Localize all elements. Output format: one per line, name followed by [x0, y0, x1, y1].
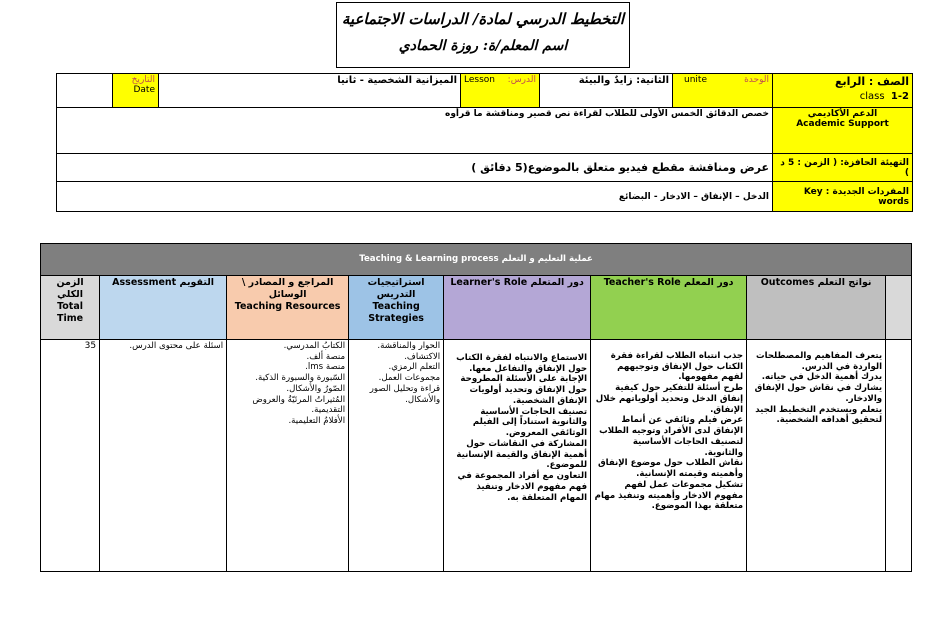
teacher-role-header [591, 276, 747, 340]
unit-label-en: unite [684, 75, 707, 85]
strategies-header [349, 276, 444, 340]
time-header [41, 276, 100, 340]
process-title-cell [41, 244, 912, 276]
process-table [40, 243, 912, 572]
blank-header-cell [886, 276, 912, 340]
outcome-item: يتعرف المفاهيم والمصطلحات الواردة في الدرس. [755, 351, 883, 372]
learner-role-header [444, 276, 591, 340]
learner-role-header-text: دور المتعلم Learner's Role [450, 277, 584, 288]
support-label-ar: الدعم الأكاديمي [807, 109, 878, 119]
strategies-cell [349, 340, 444, 572]
keywords-label-cell [773, 182, 913, 212]
date-label-en: Date [133, 85, 155, 95]
outcome-item: يشارك في نقاش حول الإنفاق والادخار. [754, 383, 883, 404]
outcomes-cell [747, 340, 886, 572]
learner-role-item: المشاركة في النقاشات حول أهمية الإنفاق والقيمة الإنسانية للموضوع. [456, 438, 588, 471]
learner-role-item: الإجابة على الأسئلة المطروحة حول الإنفاق وتحديد أولويات الإنفاق الشخصية. [460, 374, 588, 406]
unit-value-cell [540, 74, 673, 108]
strategy-item: التعلم الرمزي. [388, 362, 441, 373]
teacher-role-item: جذب انتباه الطلاب لقراءة فقرة الكتاب حول الإنفاق وتوجيههم لفهم مفهومها. [610, 351, 744, 383]
grade-cell [773, 74, 913, 108]
outcome-item: يدرك أهمية الدخل في حياته. [761, 372, 883, 383]
class-value: 1-2 [890, 91, 909, 102]
support-value: خصص الدقائق الخمس الأولى للطلاب لقراءة نص قصير ومناقشة ما قرأوه [445, 109, 769, 119]
time-cell [41, 340, 100, 572]
assessment-header [100, 276, 227, 340]
unit-value: الثانية: زايدٌ والبيئة [578, 75, 669, 86]
learner-role-item: التعاون مع أفراد المجموعة في فهم مفهوم الادخار وتنفيذ المهام المتعلقة به. [457, 471, 588, 503]
strategies-header-ar: استراتيجيات التدريس [367, 277, 425, 300]
keywords-label: المفردات الجديدة : Key words [803, 186, 909, 207]
resource-item: منصة ألف. [306, 351, 346, 362]
resource-item: منصة lms. [305, 362, 346, 373]
warmup-label-cell [773, 154, 913, 182]
time-header-en: Total Time [57, 300, 84, 324]
teacher-role-item: عرض فيلم وثائقي عن أنماط الإنفاق لدى الأفراد وتوجيه الطلاب لتصنيف الحاجات الأساسية والثانوية. [599, 415, 744, 458]
keywords-value: الدخل – الإنفاق – الادخار - البضائع [618, 191, 769, 202]
teacher-role-item: نقاش الطلاب حول موضوع الإنفاق وأهميته وقيمته الإنسانية. [597, 458, 744, 480]
teacher-role-header-text: دور المعلم Teacher's Role [603, 277, 734, 288]
warmup-value: عرض ومناقشة مقطع فيديو متعلق بالموضوع(5 دقائق ) [471, 161, 769, 174]
warmup-value-cell [57, 154, 773, 182]
assessment-value: اسئلة على محتوى الدرس. [129, 341, 224, 351]
teacher-role-item: تشكيل مجموعات عمل لفهم مفهوم الادخار وأهميته وتنفيذ مهام متعلقة بهذا الموضوع. [594, 479, 744, 512]
grade-label: الصف : الرابع [834, 75, 909, 88]
resource-item: السّبورة والسبورة الذكية. [255, 373, 346, 384]
plan-title-box [336, 2, 630, 68]
assessment-cell [100, 340, 227, 572]
lesson-label-en: Lesson [464, 75, 495, 85]
resources-header-ar: المراجع و المصادر \ الوسائل [241, 277, 334, 300]
support-value-cell [57, 108, 773, 154]
date-label-ar: التاريخ [131, 75, 155, 85]
resource-item: الكتابُ المدرسي. [283, 341, 346, 351]
outcome-item: يتعلم ويستخدم التخطيط الجيد لتحقيق أهدافه الشخصية. [755, 404, 883, 426]
lesson-label-ar: الدرس: [507, 75, 536, 85]
resource-item: المُثيراتُ المرئيّةُ والعروض التقديمية. [252, 394, 346, 416]
resource-item: الصّورُ والأشكال. [286, 383, 346, 394]
warmup-label: التهيئة الحافزة: ( الزمن : 5 د ) [780, 157, 909, 178]
outcomes-header-text: نواتج التعلم Outcomes [760, 277, 872, 288]
blank-body-cell [886, 340, 912, 572]
resource-item: الأفلامُ التعليمية. [288, 416, 346, 427]
assessment-header-text: التقويم Assessment [112, 277, 215, 288]
strategy-item: الاكتشاف. [404, 351, 441, 362]
unit-label-cell [673, 74, 773, 108]
class-label: class [859, 91, 885, 102]
learner-role-cell [444, 340, 591, 572]
lesson-info-table [56, 73, 913, 212]
strategy-item: الحوار والمناقشة. [377, 341, 441, 351]
learner-role-item: الاستماع والانتباه لفقرة الكتاب حول الإنفاق والتفاعل معها. [456, 353, 588, 374]
teacher-role-item: طرح أسئلة للتفكير حول كيفية إنفاق الدخل وتحديد أولوياتهم خلال الإنفاق. [595, 383, 744, 415]
learner-role-item: تصنيف الحاجات الأساسية والثانوية استناداً إلى الفيلم الوثائقي المعروض. [472, 406, 588, 439]
lesson-value-cell [159, 74, 461, 108]
unit-label-ar: الوحدة [744, 75, 769, 85]
keywords-value-cell [57, 182, 773, 212]
lesson-label-cell [461, 74, 540, 108]
support-label-en: Academic Support [796, 119, 889, 129]
resources-cell [227, 340, 349, 572]
teacher-role-cell [591, 340, 747, 572]
resources-header-en: Teaching Resources [234, 300, 341, 312]
outcomes-header [747, 276, 886, 340]
time-value: 35 [84, 341, 97, 351]
resources-header [227, 276, 349, 340]
strategy-item: مجموعات العمل. [378, 373, 441, 384]
strategy-item: قراءة وتحليل الصور والأشكال. [369, 383, 441, 405]
teacher-name: اسم المعلم/ة: روزة الحمادي [398, 38, 568, 54]
support-label-cell [773, 108, 913, 154]
time-header-ar: الزمن الكلي [56, 277, 84, 300]
strategies-header-en: Teaching Strategies [368, 300, 424, 324]
lesson-value: الميزانية الشخصية - ثانيا [337, 75, 457, 86]
date-value-cell [57, 74, 113, 108]
date-label-cell [113, 74, 159, 108]
process-title: عملية التعليم و التعلم Teaching & Learning process [359, 254, 593, 265]
plan-title: التخطيط الدرسي لمادة/ الدراسات الاجتماعية [341, 10, 625, 28]
